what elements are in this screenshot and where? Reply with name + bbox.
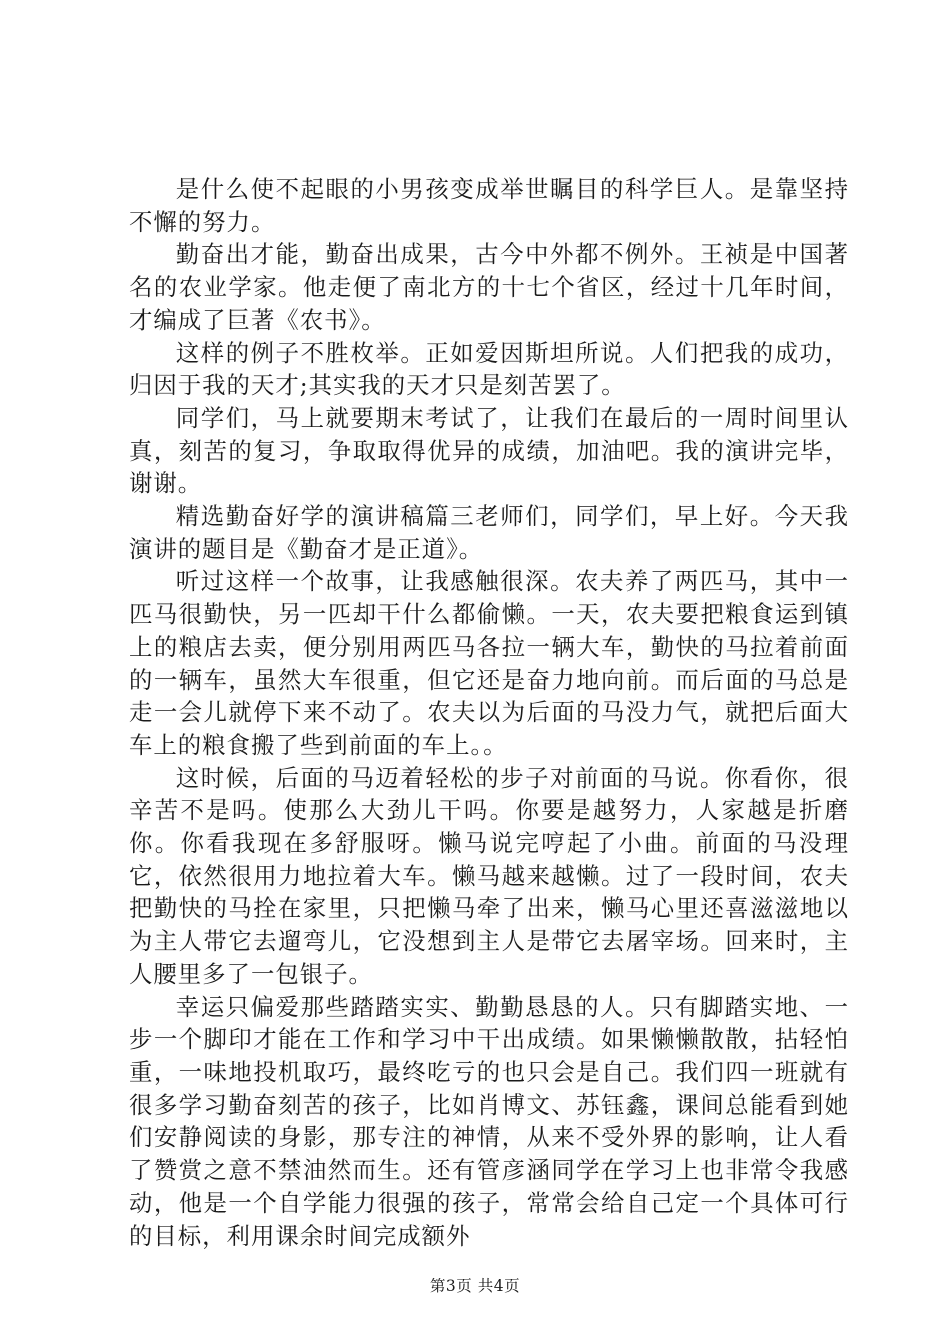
- page-number-label: 第3页 共4页: [429, 1277, 521, 1295]
- paragraph: 是什么使不起眼的小男孩变成举世瞩目的科学巨人。是靠坚持不懈的努力。: [129, 175, 849, 236]
- page-footer: [0, 1276, 950, 1296]
- paragraph: 勤奋出才能，勤奋出成果，古今中外都不例外。王祯是中国著名的农业学家。他走便了南北方的十七个省区，经过十几年时间，才编成了巨著《农书》。: [129, 240, 849, 334]
- document-body: [129, 173, 849, 1252]
- paragraph: 这时候，后面的马迈着轻松的步子对前面的马说。你看你，很辛苦不是吗。使那么大劲儿干吗。你要是越努力，人家越是折磨你。你看我现在多舒服呀。懒马说完哼起了小曲。前面的马没理它，依然很用力地拉着大车。懒马越来越懒。过了一段时间，农夫把勤快的马拴在家里，只把懒马牵了出来，懒马心里还喜滋滋地以为主人带它去遛弯儿，它没想到主人是带它去屠宰场。回来时，主人腰里多了一包银子。: [129, 763, 849, 988]
- paragraph: 幸运只偏爱那些踏踏实实、勤勤恳恳的人。只有脚踏实地、一步一个脚印才能在工作和学习中干出成绩。如果懒懒散散，拈轻怕重，一味地投机取巧，最终吃亏的也只会是自己。我们四一班就有很多学习勤奋刻苦的孩子，比如肖博文、苏钰鑫，课间总能看到她们安静阅读的身影，那专注的神情，从来不受外界的影响，让人看了赞赏之意不禁油然而生。还有管彦涵同学在学习上也非常令我感动，他是一个自学能力很强的孩子，常常会给自己定一个具体可行的目标，利用课余时间完成额外: [129, 992, 849, 1250]
- paragraph: 这样的例子不胜枚举。正如爱因斯坦所说。人们把我的成功，归因于我的天才;其实我的天才只是刻苦罢了。: [129, 338, 849, 400]
- paragraph: 同学们，马上就要期末考试了，让我们在最后的一周时间里认真，刻苦的复习，争取取得优异的成绩，加油吧。我的演讲完毕，谢谢。: [129, 403, 849, 498]
- paragraph: 听过这样一个故事，让我感触很深。农夫养了两匹马，其中一匹马很勤快，另一匹却干什么都偷懒。一天，农夫要把粮食运到镇上的粮店去卖，便分别用两匹马各拉一辆大车，勤快的马拉着前面的一辆车，虽然大车很重，但它还是奋力地向前。而后面的马总是走一会儿就停下来不动了。农夫以为后面的马没力气，就把后面大车上的粮食搬了些到前面的车上。。: [129, 567, 849, 759]
- paragraph: 精选勤奋好学的演讲稿篇三老师们，同学们，早上好。今天我演讲的题目是《勤奋才是正道》。: [129, 502, 849, 563]
